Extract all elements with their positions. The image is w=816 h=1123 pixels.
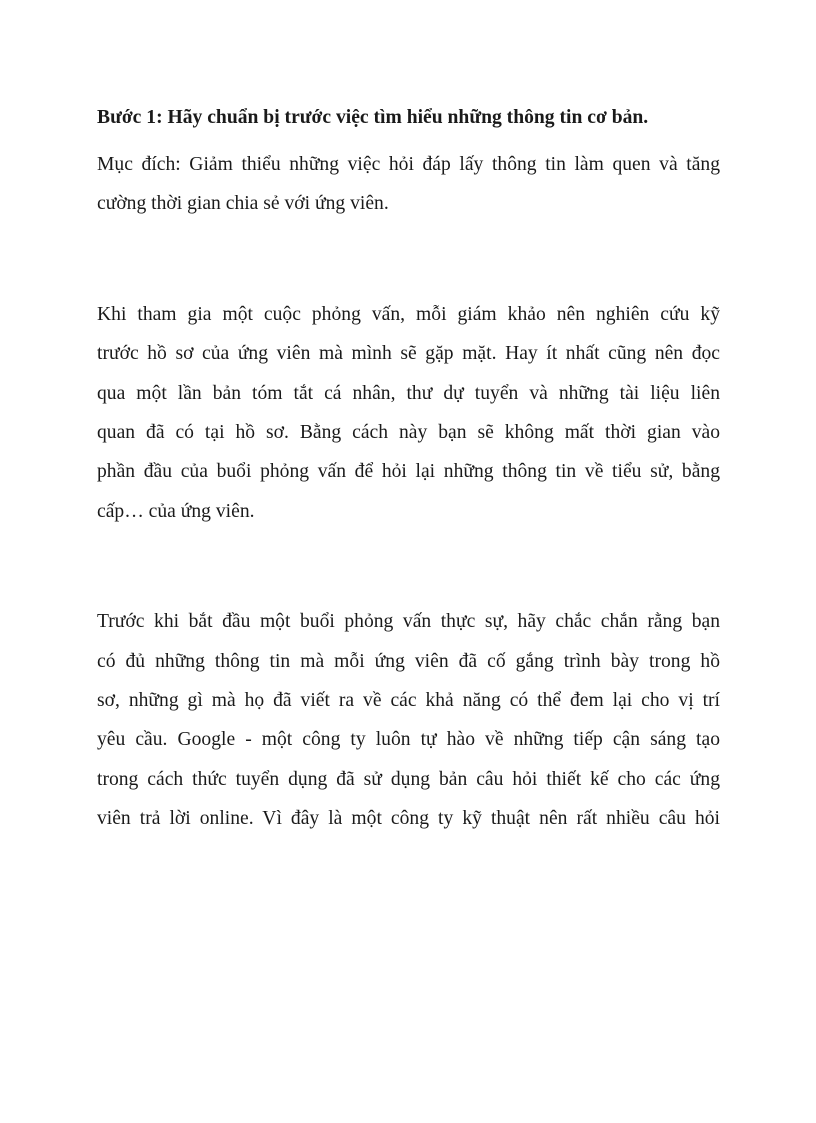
text-line: Trước khi bắt đầu một buổi phỏng vấn thực sự, hãy chắc chắn rằng bạn (97, 611, 720, 633)
text-line: cấp… của ứng viên. (97, 500, 255, 522)
text-line: viên trả lời online. Vì đây là một công ty kỹ thuật nên rất nhiều câu hỏi (97, 808, 720, 830)
text-line: Mục đích: Giảm thiểu những việc hỏi đáp lấy thông tin làm quen và tăng (97, 154, 720, 175)
text-line: qua một lần bản tóm tắt cá nhân, thư dự tuyển và những tài liệu liên (97, 382, 720, 404)
purpose-paragraph (97, 145, 720, 224)
text-line: quan đã có tại hồ sơ. Bằng cách này bạn sẽ không mất thời gian vào (97, 421, 720, 443)
body-paragraph-2 (97, 602, 720, 838)
text-line: Khi tham gia một cuộc phỏng vấn, mỗi giám khảo nên nghiên cứu kỹ (97, 303, 720, 325)
text-line: trong cách thức tuyển dụng đã sử dụng bản câu hỏi thiết kế cho các ứng (97, 768, 720, 790)
document-page (97, 104, 720, 838)
text-line: sơ, những gì mà họ đã viết ra về các khả năng có thể đem lại cho vị trí (97, 689, 720, 711)
body-paragraph-1 (97, 295, 720, 531)
section-heading: Bước 1: Hãy chuẩn bị trước việc tìm hiểu những thông tin cơ bản. (97, 107, 649, 128)
text-line: cường thời gian chia sẻ với ứng viên. (97, 193, 389, 215)
text-line: có đủ những thông tin mà mỗi ứng viên đã cố gắng trình bày trong hồ (97, 650, 720, 672)
text-line: yêu cầu. Google - một công ty luôn tự hào về những tiếp cận sáng tạo (97, 729, 720, 751)
text-line: phần đầu của buổi phỏng vấn để hỏi lại những thông tin về tiểu sử, bằng (97, 461, 720, 483)
text-line: trước hồ sơ của ứng viên mà mình sẽ gặp mặt. Hay ít nhất cũng nên đọc (97, 343, 720, 365)
